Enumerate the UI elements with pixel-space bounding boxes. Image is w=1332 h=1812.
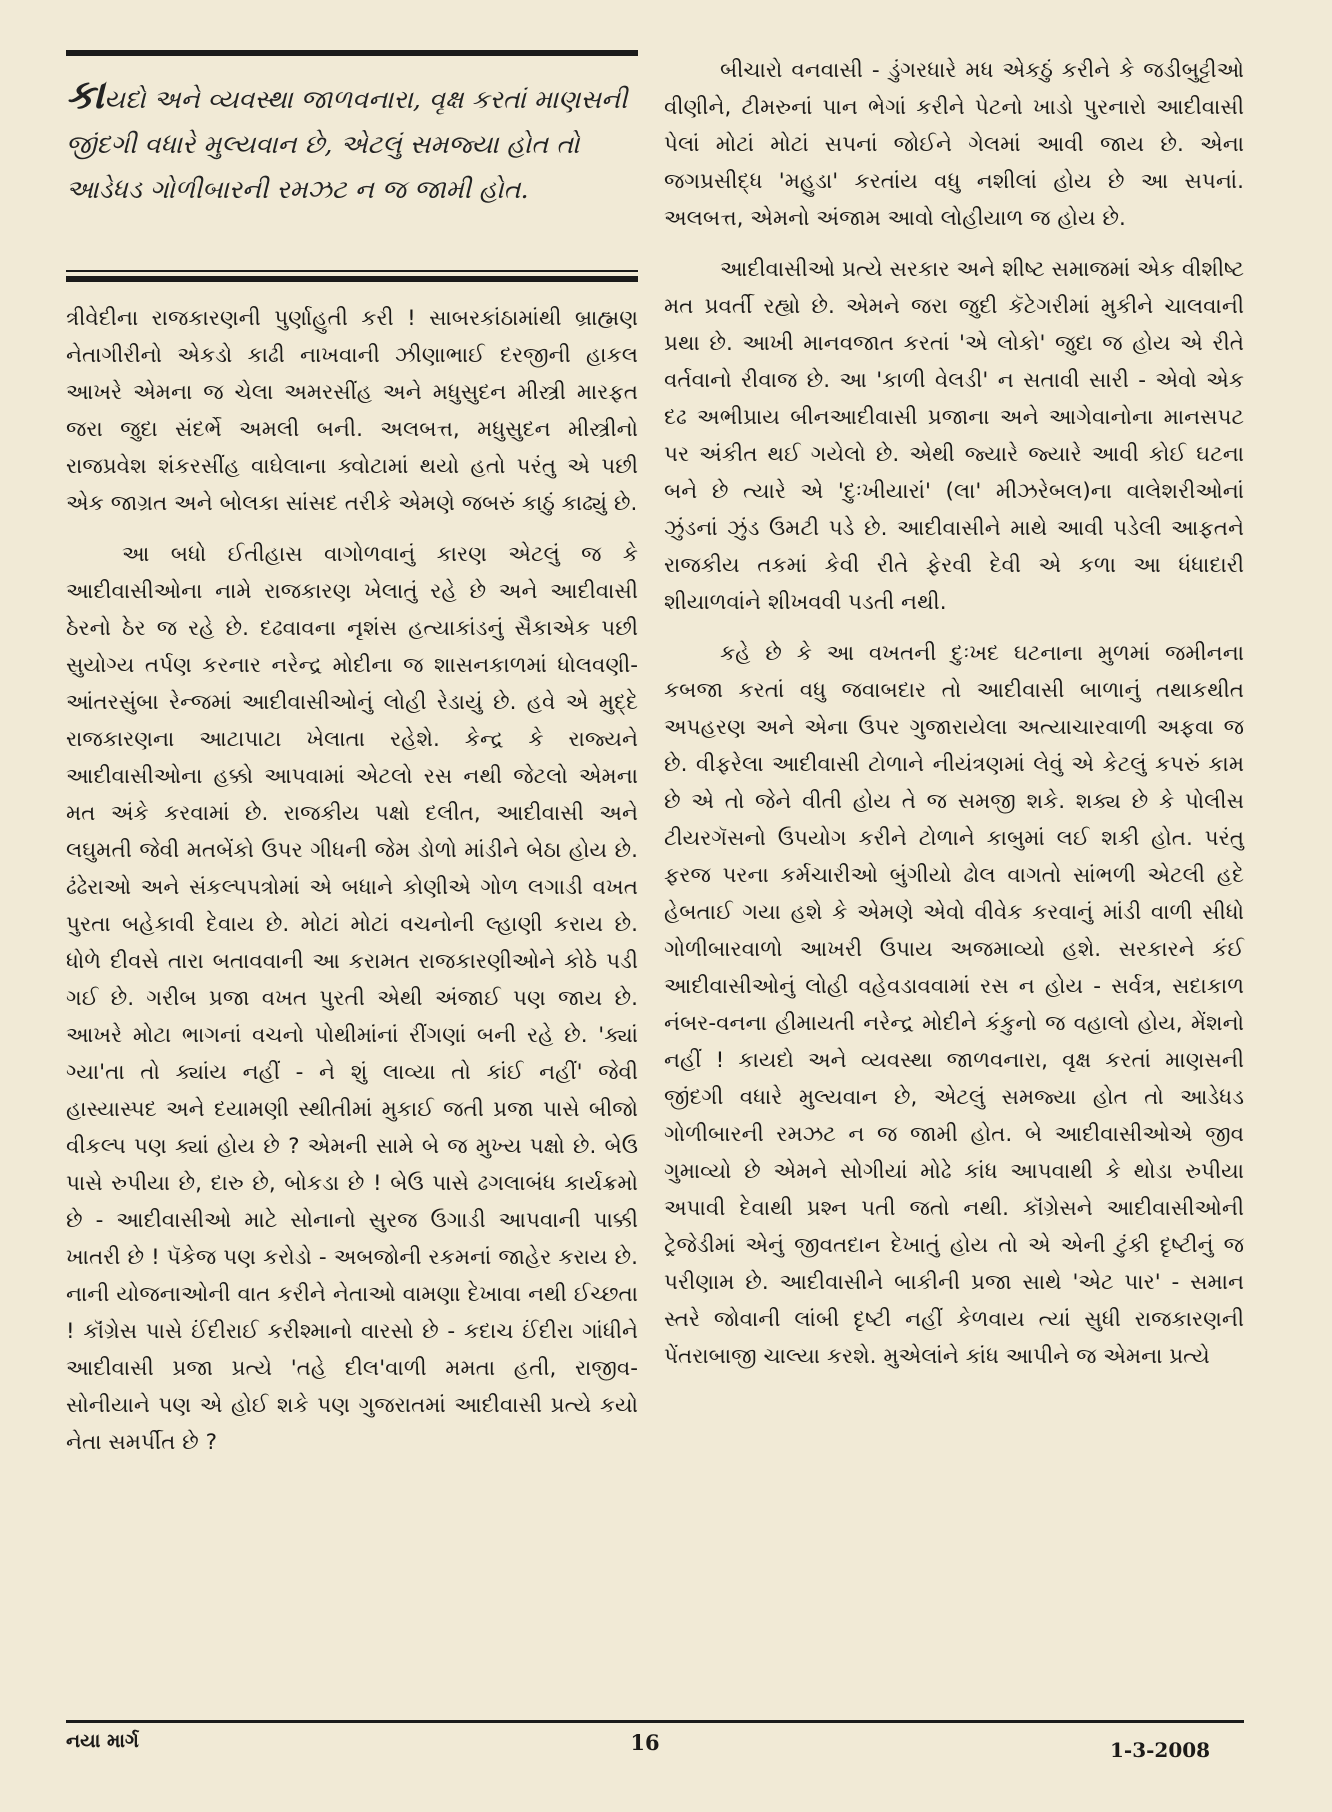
right-paragraph-3: કહે છે કે આ વખતની દુઃખદ ઘટનાના મુળમાં જમીનના કબજા કરતાં વધુ જવાબદાર તો આદીવાસી બાળાનું તથાકથીત અપહરણ અને એના ઉપર ગુજારાયેલા અત્યાચારવાળી અફવા જ છે. વીફરેલા આદીવાસી ટોળાને નીયંત્રણમાં લેવું એ કેટલું કપરું કામ છે એ તો જેને વીતી હોય તે જ સમજી શકે. શક્ય છે કે પોલીસ ટીયરગૅસનો ઉપયોગ કરીને ટોળાને કાબુમાં લઈ શકી હોત. પરંતુ ફરજ પરના કર્મચારીઓ બુંગીયો ઢોલ વાગતો સાંભળી એટલી હદે હેબતાઈ ગયા હશે કે એમણે એવો વીવેક કરવાનું માંડી વાળી સીધો ગોળીબારવાળો આખરી ઉપાય અજમાવ્યો હશે. સરકારને કંઈ આદીવાસીઓનું લોહી વહેવડાવવામાં રસ ન હોય - સર્વત્ર, સદાકાળ નંબર-વનના હીમાયતી નરેન્દ્ર મોદીને કંકુનો જ વહાલો હોય, મેંશનો નહીં ! કાયદો અને વ્યવસ્થા જાળવનારા, વૃક્ષ કરતાં માણસની જીંદગી વધારે મુલ્યવાન છે, એટલું સમજ્યા હોત તો આડેધડ ગોળીબારની રમઝટ ન જ જામી હોત. બે આદીવાસીઓએ જીવ ગુમાવ્યો છે એમને સોગીયાં મોઢે કાંધ આપવાથી કે થોડા રુપીયા અપાવી દેવાથી પ્રશ્ન પતી જતો નથી. કૉંગ્રેસને આદીવાસીઓની ટ્રેજેડીમાં એનું જીવતદાન દેખાતું હોય તો એ એની ટુંકી દૃષ્ટીનું જ પરીણામ છે. આદીવાસીને બાકીની પ્રજા સાથે 'એટ પાર' - સમાન સ્તરે જોવાની લાંબી દૃષ્ટી નહીં કેળવાય ત્યાં સુધી રાજકારણની પેંતરાબાજી ચાલ્યા કરશે. મુએલાંને કાંધ આપીને જ એમના પ્રત્યે xyxy=(664,641,1244,1369)
right-column-body xyxy=(664,52,1244,1375)
publication-name: નયા માર્ગ xyxy=(66,1730,139,1752)
left-paragraph-1: ત્રીવેદીના રાજકારણની પુર્ણાહુતી કરી ! સાબરકાંઠામાંથી બ્રાહ્મણ નેતાગીરીનો એકડો કાઢી નાખવાની ઝીણાભાઈ દરજીની હાકલ આખરે એમના જ ચેલા અમરસીંહ અને મધુસુદન મીસ્ત્રી મારફત જરા જુદા સંદર્ભે અમલી બની. અલબત્ત, મધુસુદન મીસ્ત્રીનો રાજપ્રવેશ શંકરસીંહ વાઘેલાના ક્વોટામાં થયો હતો પરંતુ એ પછી એક જાગ્રત અને બોલકા સાંસદ તરીકે એમણે જબરું કાઠું કાઢ્યું છે. xyxy=(66,306,638,516)
pullquote-text: યદો અને વ્યવસ્થા જાળવનારા, વૃક્ષ કરતાં માણસની જીંદગી વધારે મુલ્યવાન છે, એટલું સમજ્યા હોત તો આડેધડ ગોળીબારની રમઝટ ન જ જામી હોત. xyxy=(66,85,628,205)
pullquote-bottom-rule-thin xyxy=(66,270,638,272)
left-column-body xyxy=(66,300,638,1461)
footer-rule xyxy=(66,1720,1244,1723)
issue-date: 1-3-2008 xyxy=(1110,1738,1211,1762)
right-paragraph-1: બીચારો વનવાસી - ડુંગરધારે મધ એકઠું કરીને કે જડીબુટ્ટીઓ વીણીને, ટીમરુનાં પાન ભેગાં કરીને પેટનો ખાડો પુરનારો આદીવાસી પેલાં મોટાં મોટાં સપનાં જોઈને ગેલમાં આવી જાય છે. એના જગપ્રસીદ્ધ 'મહુડા' કરતાંય વધુ નશીલાં હોય છે આ સપનાં. અલબત્ત, એમનો અંજામ આવો લોહીયાળ જ હોય છે. xyxy=(664,58,1244,231)
pullquote-bottom-rule xyxy=(66,276,638,282)
left-paragraph-2: આ બધો ઈતીહાસ વાગોળવાનું કારણ એટલું જ કે આદીવાસીઓના નામે રાજકારણ ખેલાતું રહે છે અને આદીવાસી ઠેરનો ઠેર જ રહે છે. દઢવાવના નૃશંસ હત્યાકાંડનું સૈકાએક પછી સુયોગ્ય તર્પણ કરનાર નરેન્દ્ર મોદીના જ શાસનકાળમાં ધોલવણી-આંતરસુંબા રેન્જમાં આદીવાસીઓનું લોહી રેડાયું છે. હવે એ મુદ્દે રાજકારણના આટાપાટા ખેલાતા રહેશે. કેન્દ્ર કે રાજ્યને આદીવાસીઓના હક્કો આપવામાં એટલો રસ નથી જેટલો એમના મત અંકે કરવામાં છે. રાજકીય પક્ષો દલીત, આદીવાસી અને લઘુમતી જેવી મતબેંકો ઉપર ગીધની જેમ ડોળો માંડીને બેઠા હોય છે. ઢંઢેરાઓ અને સંકલ્પપત્રોમાં એ બધાને કોણીએ ગોળ લગાડી વખત પુરતા બહેકાવી દેવાય છે. મોટાં મોટાં વચનોની લ્હાણી કરાય છે. ધોળે દીવસે તારા બતાવવાની આ કરામત રાજકારણીઓને કોઠે પડી ગઈ છે. ગરીબ પ્રજા વખત પુરતી એથી અંજાઈ પણ જાય છે. આખરે મોટા ભાગનાં વચનો પોથીમાંનાં રીંગણાં બની રહે છે. 'ક્યાં ગ્યા'તા તો ક્યાંય નહીં - ને શું લાવ્યા તો કાંઈ નહીં' જેવી હાસ્યાસ્પદ અને દયામણી સ્થીતીમાં મુકાઈ જતી પ્રજા પાસે બીજો વીકલ્પ પણ ક્યાં હોય છે ? એમની સામે બે જ મુખ્ય પક્ષો છે. બેઉ પાસે રુપીયા છે, દારુ છે, બોકડા છે ! બેઉ પાસે ઢગલાબંધ કાર્યક્રમો છે - આદીવાસીઓ માટે સોનાનો સુરજ ઉગાડી આપવાની પાક્કી ખાતરી છે ! પૅકેજ પણ કરોડો - અબજોની રકમનાં જાહેર કરાય છે. નાની યોજનાઓની વાત કરીને નેતાઓ વામણા દેખાવા નથી ઈચ્છતા ! કૉંગ્રેસ પાસે ઈંદીરાઈ કરીશ્માનો વારસો છે - કદાચ ઈંદીરા ગાંધીને આદીવાસી પ્રજા પ્રત્યે 'તહે દીલ'વાળી મમતા હતી, રાજીવ-સોનીયાને પણ એ હોઈ શકે પણ ગુજરાતમાં આદીવાસી પ્રત્યે કયો નેતા સમર્પીત છે ? xyxy=(66,542,638,1455)
pullquote-dropcap: કા xyxy=(66,71,105,118)
right-paragraph-2: આદીવાસીઓ પ્રત્યે સરકાર અને શીષ્ટ સમાજમાં એક વીશીષ્ટ મત પ્રવર્તી રહ્યો છે. એમને જરા જુદી કૅટેગરીમાં મુકીને ચાલવાની પ્રથા છે. આખી માનવજાત કરતાં 'એ લોકો' જુદા જ હોય એ રીતે વર્તવાનો રીવાજ છે. આ 'કાળી વેલડી' ન સતાવી સારી - એવો એક દઢ અભીપ્રાય બીનઆદીવાસી પ્રજાના અને આગેવાનોના માનસપટ પર અંકીત થઈ ગયેલો છે. એથી જ્યારે જ્યારે આવી કોઈ ઘટના બને છે ત્યારે એ 'દુઃખીયારાં' (લા' મીઝરેબલ)ના વાલેશરીઓનાં ઝુંડનાં ઝુંડ ઉમટી પડે છે. આદીવાસીને માથે આવી પડેલી આફતને રાજકીય તકમાં કેવી રીતે ફેરવી દેવી એ કળા આ ધંધાદારી શીયાળવાંને શીખવવી પડતી નથી. xyxy=(664,257,1244,615)
page-number: 16 xyxy=(630,1730,660,1755)
pullquote-top-rule xyxy=(66,50,638,56)
pullquote xyxy=(66,72,638,213)
